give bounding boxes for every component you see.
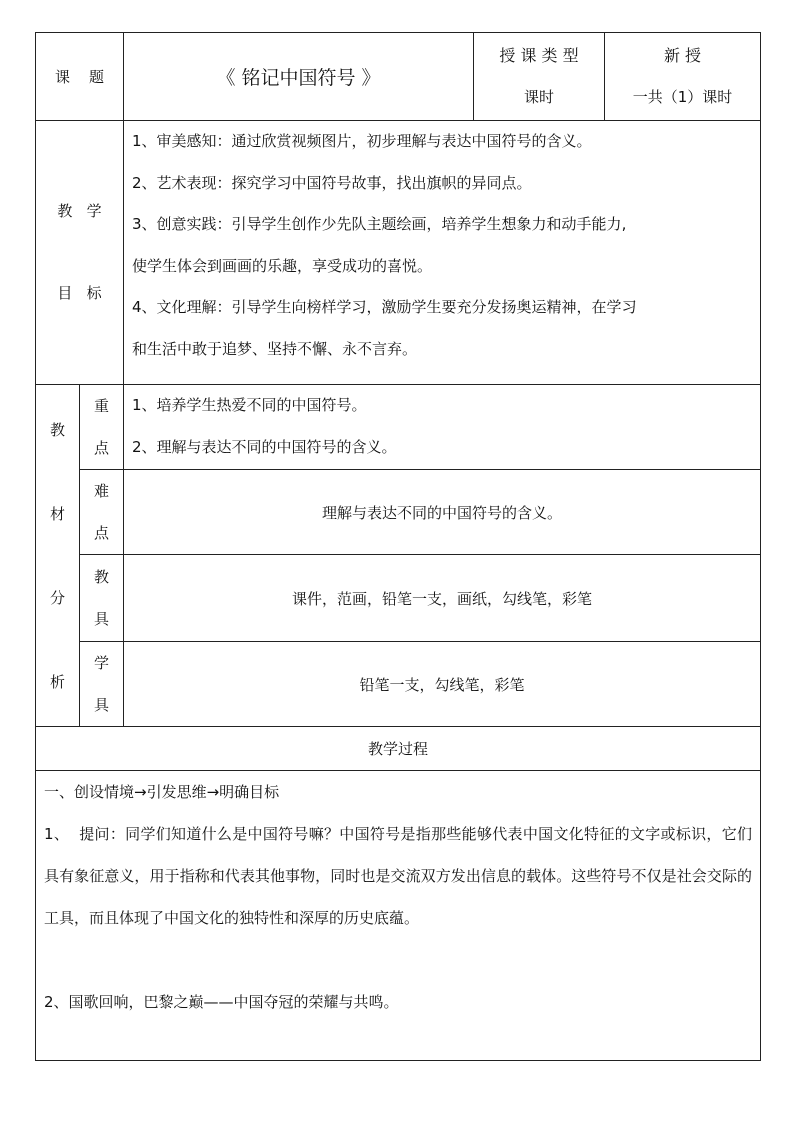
difficulty-text: 理解与表达不同的中国符号的含义。 — [322, 503, 563, 522]
goal-item: 和生活中敢于追梦、坚持不懈、永不言弃。 — [132, 339, 418, 358]
type-label: 授 课 类 型 — [499, 46, 579, 65]
goals-content — [124, 121, 761, 385]
goal-item: 使学生体会到画画的乐趣，享受成功的喜悦。 — [132, 256, 433, 275]
student-tools-text: 铅笔一支，勾线笔，彩笔 — [359, 675, 525, 694]
lesson-title-cell — [124, 33, 474, 121]
analysis-label-char: 材 — [49, 504, 65, 523]
teaching-tools-label-char: 教 — [94, 568, 110, 586]
analysis-label-cell — [36, 385, 80, 727]
difficulty-label-char: 难 — [94, 482, 110, 500]
hours-label: 课时 — [524, 87, 555, 106]
student-tools-label-cell — [80, 642, 124, 727]
lesson-title: 《 铭记中国符号 》 — [216, 67, 381, 89]
student-tools-content — [124, 642, 761, 727]
process-paragraph: 1、 提问：同学们知道什么是中国符号嘛？中国符号是指那些能够代表中国文化特征的文字或标识，它们具有象征意义，用于指称和代表其他事物，同时也是交流双方发出信息的载体。这些符号不仅是社会交际的工具，而且体现了中国文化的独特性和深厚的历史底蕴。 — [44, 825, 753, 927]
teaching-tools-content — [124, 555, 761, 642]
analysis-label-char: 分 — [49, 588, 65, 607]
analysis-label-char: 析 — [49, 672, 65, 691]
process-heading-cell — [36, 727, 761, 771]
key-points-content — [124, 385, 761, 470]
type-label-cell — [474, 33, 605, 121]
teaching-tools-label-cell — [80, 555, 124, 642]
key-points-label-cell — [80, 385, 124, 470]
type-value-cell — [605, 33, 761, 121]
student-tools-label-char: 具 — [94, 696, 110, 714]
teaching-tools-text: 课件，范画，铅笔一支，画纸，勾线笔，彩笔 — [292, 589, 593, 608]
process-paragraph: 2、国歌回响，巴黎之巅——中国夺冠的荣耀与共鸣。 — [44, 993, 399, 1011]
key-points-label-char: 重 — [94, 397, 110, 415]
blank-line — [44, 939, 752, 981]
goal-item: 3、创意实践：引导学生创作少先队主题绘画，培养学生想象力和动手能力, — [132, 215, 627, 233]
goal-item: 1、审美感知：通过欣赏视频图片，初步理解与表达中国符号的含义。 — [132, 132, 592, 150]
process-body — [36, 771, 761, 1061]
key-points-label-char: 点 — [94, 439, 110, 457]
goal-item: 4、文化理解：引导学生向榜样学习，激励学生要充分发扬奥运精神，在学习 — [132, 298, 637, 316]
analysis-label-char: 教 — [49, 420, 65, 439]
process-heading: 教学过程 — [368, 740, 429, 758]
goals-label-cell — [36, 121, 124, 385]
process-section-title: 一、创设情境→引发思维→明确目标 — [44, 783, 280, 801]
subject-label-cell — [36, 33, 124, 121]
difficulty-label-char: 点 — [94, 524, 110, 542]
difficulty-content — [124, 470, 761, 555]
lesson-plan-table — [35, 32, 761, 1061]
key-point-item: 1、培养学生热爱不同的中国符号。 — [132, 396, 367, 414]
goal-item: 2、艺术表现：探究学习中国符号故事，找出旗帜的异同点。 — [132, 173, 532, 192]
goals-label-line1: 教 学 — [57, 202, 102, 220]
difficulty-label-cell — [80, 470, 124, 555]
type-value: 新 授 — [663, 46, 702, 65]
hours-value: 一共（1）课时 — [632, 87, 733, 106]
student-tools-label-char: 学 — [94, 654, 110, 672]
subject-label: 课 题 — [54, 68, 105, 86]
key-point-item: 2、理解与表达不同的中国符号的含义。 — [132, 437, 397, 456]
teaching-tools-label-char: 具 — [94, 610, 110, 628]
goals-label-line2: 目 标 — [57, 283, 102, 302]
